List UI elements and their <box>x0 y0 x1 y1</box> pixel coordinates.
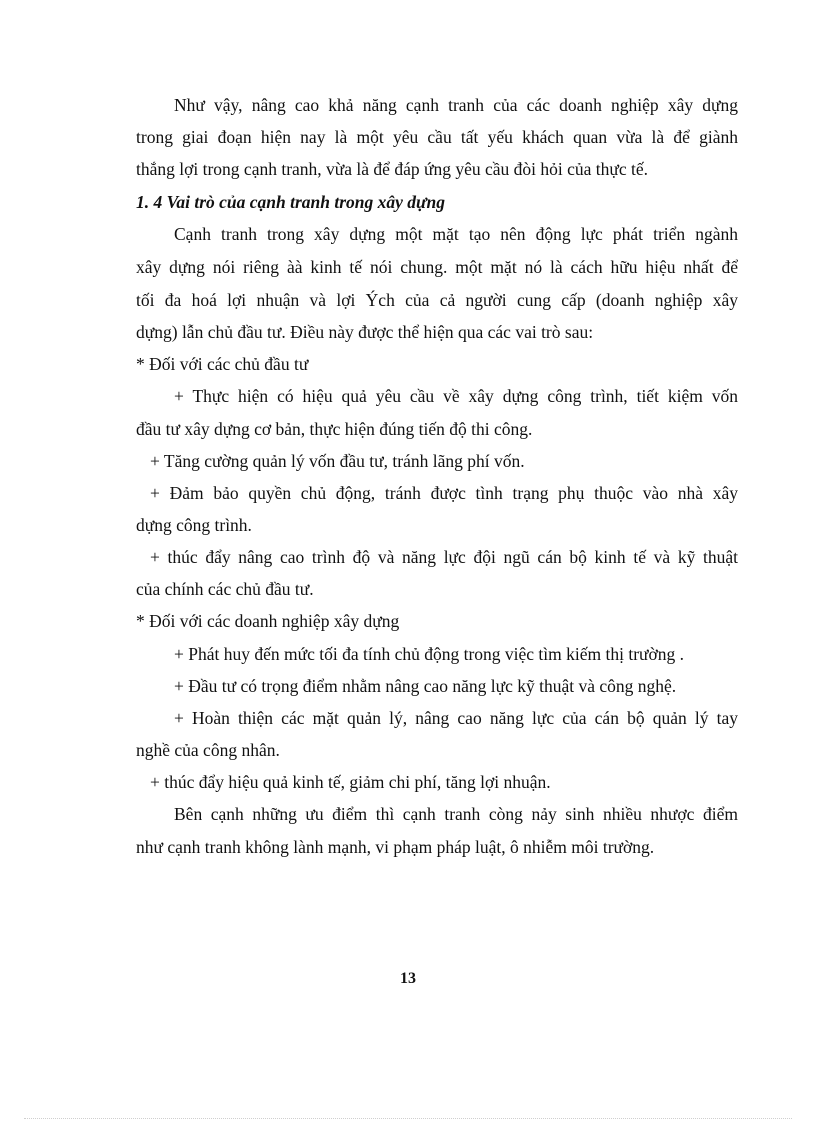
list-item-continuation: dựng công trình. <box>136 515 252 535</box>
paragraph-line: trong giai đoạn hiện nay là một yêu cầu tất yếu khách quan vừa là để giành <box>136 127 738 147</box>
list-item-continuation: đầu tư xây dựng cơ bản, thực hiện đúng tiến độ thi công. <box>136 419 533 439</box>
page-bottom-rule <box>24 1118 792 1119</box>
paragraph-line: tối đa hoá lợi nhuận và lợi Ých của cả người cung cấp (doanh nghiệp xây <box>136 290 738 310</box>
list-item: + Thực hiện có hiệu quả yêu cầu về xây dựng công trình, tiết kiệm vốn <box>174 386 738 406</box>
paragraph-line: Bên cạnh những ưu điểm thì cạnh tranh còng nảy sinh nhiều nhược điểm <box>174 804 738 824</box>
paragraph-line: như cạnh tranh không lành mạnh, vi phạm pháp luật, ô nhiễm môi trường. <box>136 837 655 857</box>
list-item: + Đảm bảo quyền chủ động, tránh được tình trạng phụ thuộc vào nhà xây <box>150 483 738 503</box>
list-item: + thúc đẩy hiệu quả kinh tế, giảm chi phí, tăng lợi nhuận. <box>150 772 551 792</box>
list-item: + Phát huy đến mức tối đa tính chủ động trong việc tìm kiếm thị trường . <box>174 644 685 664</box>
list-item-continuation: nghề của công nhân. <box>136 740 280 760</box>
list-item: + Đầu tư có trọng điểm nhằm nâng cao năng lực kỹ thuật và công nghệ. <box>174 676 677 696</box>
paragraph-line: thắng lợi trong cạnh tranh, vừa là để đáp ứng yêu cầu đòi hỏi của thực tế. <box>136 159 648 179</box>
paragraph-line: dựng) lẫn chủ đầu tư. Điều này được thể hiện qua các vai trò sau: <box>136 322 594 342</box>
paragraph-line: Cạnh tranh trong xây dựng một mặt tạo nên động lực phát triển ngành <box>174 224 738 244</box>
paragraph-line: Như vậy, nâng cao khả năng cạnh tranh của các doanh nghiệp xây dựng <box>174 95 738 115</box>
page-number: 13 <box>400 970 416 987</box>
list-heading: * Đối với các chủ đầu tư <box>136 354 309 374</box>
list-heading: * Đối với các doanh nghiệp xây dựng <box>136 611 400 631</box>
list-item: + thúc đẩy nâng cao trình độ và năng lực đội ngũ cán bộ kinh tế và kỹ thuật <box>150 547 738 567</box>
paragraph-line: xây dựng nói riêng àà kinh tế nói chung. một mặt nó là cách hữu hiệu nhất để <box>136 257 738 277</box>
list-item: + Hoàn thiện các mặt quản lý, nâng cao năng lực của cán bộ quản lý tay <box>174 708 738 728</box>
list-item-continuation: của chính các chủ đầu tư. <box>136 579 314 599</box>
section-heading: 1. 4 Vai trò của cạnh tranh trong xây dựng <box>136 192 446 212</box>
list-item: + Tăng cường quản lý vốn đầu tư, tránh lãng phí vốn. <box>150 451 525 471</box>
